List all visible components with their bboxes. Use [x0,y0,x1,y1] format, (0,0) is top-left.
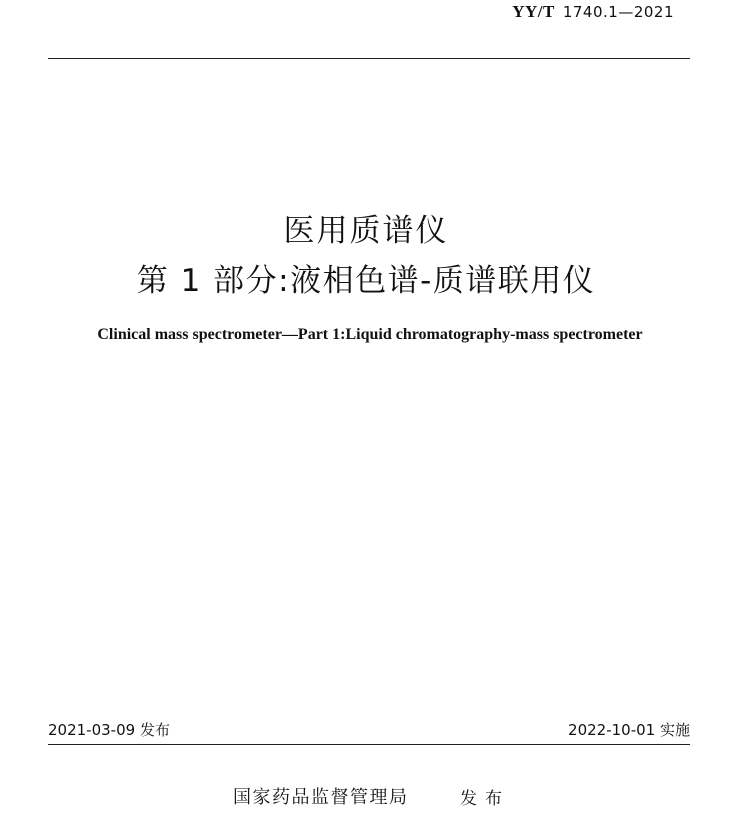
footer-divider [48,744,690,745]
publish-label: 发布 [460,789,510,809]
standard-number [512,2,674,22]
implementation-date: 2022-10-01 实施 [568,721,690,739]
standard-code: 1740.1—2021 [562,3,674,21]
publisher-name: 国家药品监督管理局 [233,787,409,808]
document-subtitle: 第 1 部分:液相色谱-质谱联用仪 [136,263,596,299]
issue-date: 2021-03-09 发布 [48,721,170,739]
standard-prefix: YY/T [512,2,555,21]
english-title: Clinical mass spectrometer—Part 1:Liquid chromatography-mass spectrometer [97,326,643,343]
document-title: 医用质谱仪 [283,213,449,249]
header-divider [48,58,690,59]
